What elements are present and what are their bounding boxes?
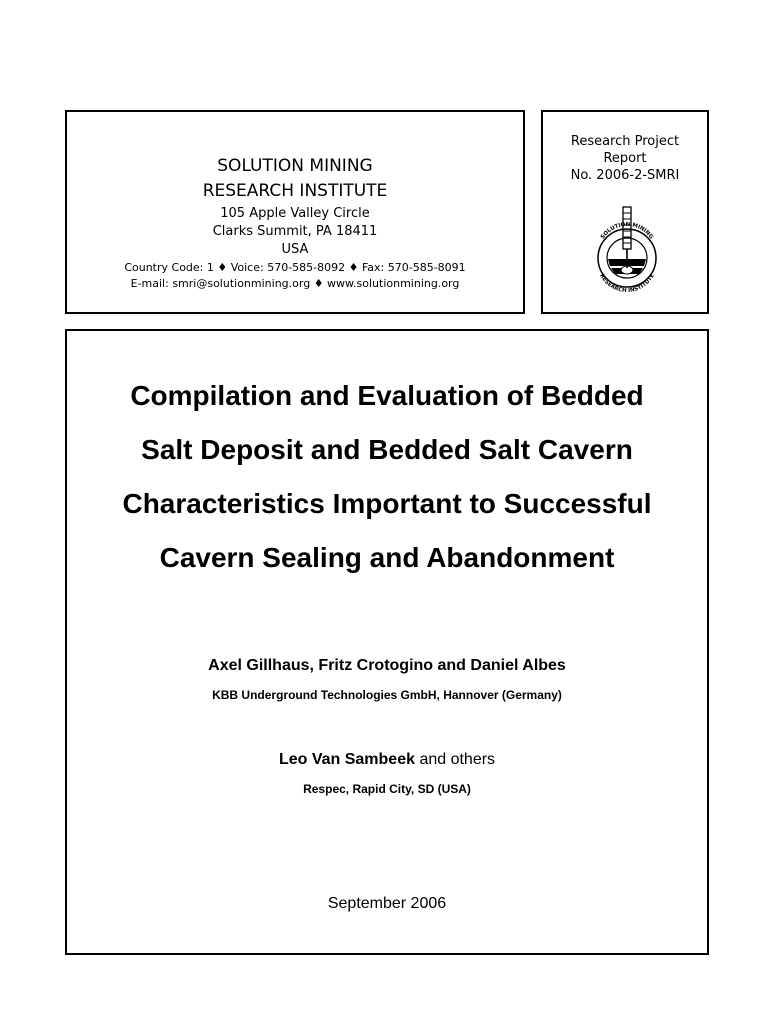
secondary-authors	[67, 751, 707, 769]
institute-contact-line: E-mail: smri@solutionmining.org ♦ www.solutionmining.org	[130, 277, 460, 290]
title-page-box	[65, 329, 709, 955]
svg-text:SOLUTION MINING: SOLUTION MINING	[599, 221, 655, 241]
title-line-4: Cavern Sealing and Abandonment	[159, 542, 615, 573]
institute-name-line1: SOLUTION MINING	[217, 156, 373, 176]
primary-authors: Axel Gillhaus, Fritz Crotogino and Daniel Albes	[208, 657, 566, 674]
title-line-3: Characteristics Important to Successful	[122, 488, 652, 519]
report-label-line1: Research Project	[570, 134, 680, 149]
institute-address-box	[65, 110, 525, 314]
svg-text:RESEARCH INSTITUTE: RESEARCH INSTITUTE	[598, 273, 656, 295]
secondary-author-suffix: and others	[415, 751, 496, 768]
publication-date: September 2006	[327, 895, 447, 912]
smri-logo-icon	[590, 204, 664, 300]
title-line-2: Salt Deposit and Bedded Salt Cavern	[141, 434, 633, 465]
institute-country: USA	[281, 242, 309, 257]
institute-name-line2: RESEARCH INSTITUTE	[202, 181, 388, 201]
primary-affiliation: KBB Underground Technologies GmbH, Hannover (Germany)	[212, 688, 562, 702]
title-line-1: Compilation and Evaluation of Bedded	[130, 380, 644, 411]
institute-city: Clarks Summit, PA 18411	[212, 224, 378, 239]
secondary-author-name: Leo Van Sambeek	[278, 751, 415, 768]
report-number: No. 2006-2-SMRI	[570, 168, 680, 183]
secondary-affiliation: Respec, Rapid City, SD (USA)	[303, 782, 471, 796]
document-title	[77, 369, 697, 585]
institute-phone-line: Country Code: 1 ♦ Voice: 570-585-8092 ♦ Fax: 570-585-8091	[124, 261, 466, 274]
report-number-box	[541, 110, 709, 314]
report-label-line2: Report	[603, 151, 647, 166]
institute-street: 105 Apple Valley Circle	[220, 206, 370, 221]
